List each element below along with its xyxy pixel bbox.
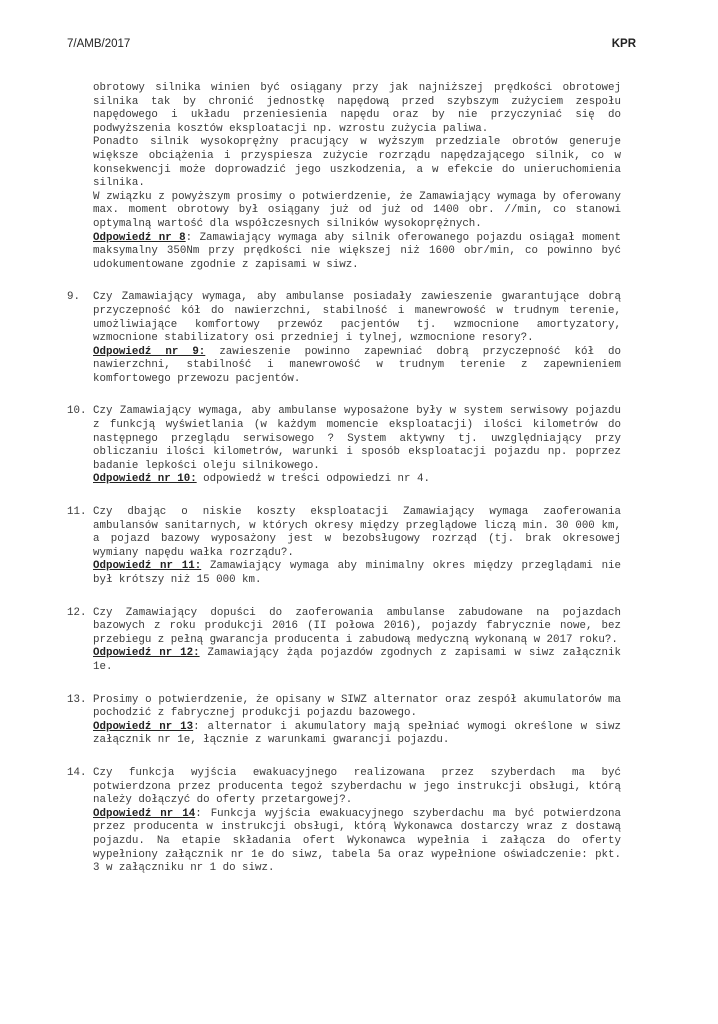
answer-text: Zamawiający wymaga aby minimalny okres między przeglądami nie był krótszy niż 15 000 km.: [93, 560, 622, 586]
answer-text: odpowiedź w treści odpowiedzi nr 4.: [196, 473, 430, 486]
answer: [93, 346, 621, 387]
answer: [93, 721, 621, 748]
answer-text: Zamawiający żąda pojazdów zgodnych z zapisami w siwz załącznik 1e.: [93, 647, 621, 673]
page-header: [0, 38, 718, 58]
question-text: Czy dbając o niskie koszty eksploatacji Zamawiający wymaga zaoferowania ambulansów sanitarnych, w których okresy między przeglądowe liczą min. 30 000 km, a pojazd bazowy wyposażony jest w bezobsługowy rozrząd (tj. brak okresowej wymiany napędu wałka rozrządu?.: [93, 506, 621, 559]
question-text: Czy funkcja wyjścia ewakuacyjnego realizowana przez szyberdach ma być potwierdzona przez producenta tegoż szyberdachu w jego instrukcji obsługi, którą należy dołączyć do oferty przetargowej?.: [93, 766, 621, 807]
intro-paragraph: obrotowy silnika winien być osiągany przy jak najniższej prędkości obrotowej silnika tak by chronić jednostkę napędową przed szybszym zużyciem zespołu napędowego i układu przeniesienia napędu oraz by nie przyczyniać się do podwyższenia kosztów eksploatacji np. wzrostu zużycia paliwa.: [93, 82, 621, 135]
intro-paragraph: Ponadto silnik wysokoprężny pracujący w wyższym przedziale obrotów generuje większe obciążenia i przyspiesza zużycie rozrządu napędzającego silnik, co w konsekwencji może doprowadzić jego uszkodzenia, a w efekcie do unieruchomienia silnika.: [93, 136, 621, 190]
answer-text: : alternator i akumulatory mają spełniać wymogi określone w siwz załącznik nr 1e, łącznie z warunkami gwarancji pojazdu.: [93, 720, 621, 747]
answer: [93, 560, 621, 587]
intro-section: [93, 82, 621, 272]
answer-label: Odpowiedź nr 8: [93, 231, 186, 244]
answer-label: Odpowiedź nr 9:: [93, 345, 206, 358]
question-number: 12.: [67, 606, 87, 619]
question-number: 13.: [67, 693, 87, 706]
answer-label: Odpowiedź nr 11:: [93, 560, 202, 573]
question-item: [67, 291, 621, 386]
answer-label: Odpowiedź nr 13: [93, 720, 194, 733]
answer-label: Odpowiedź nr 10:: [93, 473, 197, 486]
question-list: [67, 291, 622, 875]
document-body: [67, 82, 622, 895]
question-text: Czy Zamawiający dopuści do zaoferowania ambulanse zabudowane na pojazdach bazowych z roku produkcji 2016 (II połowa 2016), pojazdy fabrycznie nowe, bez przebiegu z pełną gwarancja producenta i zabudową medyczną wykonaną w 2017 roku?.: [93, 606, 621, 646]
organization-code: KPR: [611, 38, 636, 50]
answer-text: : Zamawiający wymaga aby silnik oferowanego pojazdu osiągał moment maksymalny 350Nm przy prędkości nie większej niż 1600 obr/min, co powinno być udokumentowane zgodnie z zapisami w siwz.: [93, 231, 621, 271]
question-item: [67, 405, 621, 487]
question-text: Czy Zamawiający wymaga, aby ambulanse wyposażone były w system serwisowy pojazdu z funkcją wyświetlania (w każdym momencie eksploatacji) ilości kilometrów do następnego przeglądu serwisowego ? System aktywny tj. uwzględniający przy obliczaniu ilości kilometrów, warunki i sposób eksploatacji pojazdu np. poprzez badanie lepkości oleju silnikowego.: [93, 405, 621, 472]
question-number: 10.: [67, 405, 87, 418]
question-number: 9.: [67, 291, 80, 304]
answer: [93, 808, 621, 876]
question-text: Czy Zamawiający wymaga, aby ambulanse posiadały zawieszenie gwarantujące dobrą przyczepność kół do nawierzchni, stabilność i manewrowość w trudnym terenie, umożliwiające komfortowy przewóz pacjentów tj. wzmocnione amortyzatory, wzmocnione stabilizatory osi przedniej i tylnej, wzmocnione resory?.: [93, 291, 621, 345]
question-item: [67, 506, 622, 588]
question-item: [67, 606, 621, 675]
question-number: 14.: [67, 766, 87, 779]
question-number: 11.: [67, 506, 87, 519]
question-text: Prosimy o potwierdzenie, że opisany w SIWZ alternator oraz zespół akumulatorów ma pochodzić z fabrycznej produkcji pojazdu bazowego.: [93, 693, 621, 720]
document-reference: 7/AMB/2017: [67, 38, 131, 50]
question-item: [67, 766, 621, 876]
intro-paragraph: W związku z powyższym prosimy o potwierdzenie, że Zamawiający wymaga by oferowany max. moment obrotowy był osiągany już od już od 1400 obr. //min, co stanowi optymalną wartość dla współczesnych silników wysokoprężnych.: [93, 190, 621, 230]
answer: [93, 647, 621, 674]
answer-text: zawieszenie powinno zapewniać dobrą przyczepność kół do nawierzchni, stabilność i manewrowość w trudnym terenie z zapewnieniem komfortowego przewozu pacjentów.: [93, 345, 621, 385]
answer: [93, 473, 621, 487]
question-item: [67, 693, 621, 748]
answer-text: : Funkcja wyjścia ewakuacyjnego szyberdachu ma być potwierdzona przez producenta w instrukcji obsługi, którą Wykonawca dostarczy wraz z dostawą pojazdu. Na etapie składania ofert Wykonawca wypełnia i załącza do oferty wypełniony załącznik nr 1e do siwz, tabela 5a oraz wypełnione oświadczenie: pkt. 3 w załączniku nr 1 do siwz.: [93, 807, 621, 875]
answer-label: Odpowiedź nr 14: [93, 807, 196, 820]
intro-answer: [93, 232, 621, 273]
answer-label: Odpowiedź nr 12:: [93, 647, 200, 660]
